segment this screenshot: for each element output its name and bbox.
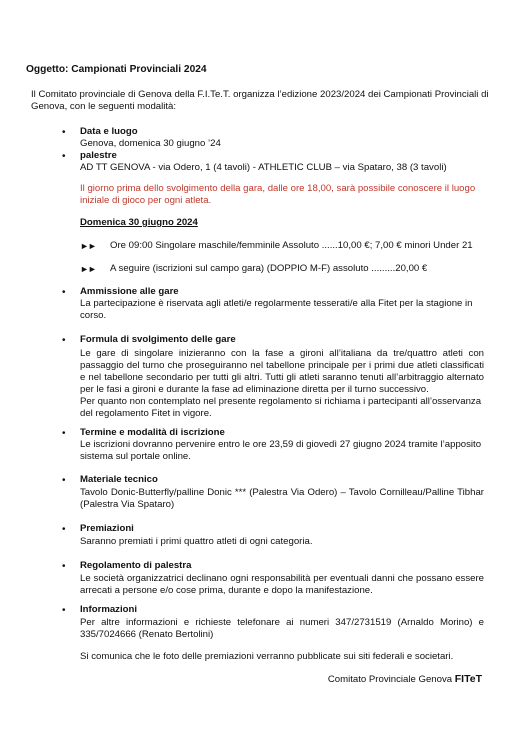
bullet-point: • bbox=[62, 524, 66, 535]
schedule-line-2: A seguire (iscrizioni sul campo gara) (DOPPIO M-F) assoluto .........20,00 € bbox=[110, 263, 428, 274]
intro-paragraph: Il Comitato provinciale di Genova della F.I.Te.T. organizza l’edizione 2023/2024 dei Campionati Provinciali di Genova, con le seguenti modalità: bbox=[31, 89, 489, 112]
section-text-termine: Le iscrizioni dovranno pervenire entro le ore 23,59 di giovedì 27 giugno 2024 tramite l’apposito sistema sul portale online. bbox=[80, 439, 482, 462]
section-text-informazioni: Per altre informazioni e richieste telefonare ai numeri 347/2731519 (Arnaldo Morino) e 335/7024666 (Renato Bertolini) bbox=[80, 617, 484, 640]
arrow-icon: ►► bbox=[80, 264, 96, 274]
day-heading: Domenica 30 giugno 2024 bbox=[80, 217, 198, 228]
section-title-regolamento: Regolamento di palestra bbox=[80, 560, 192, 571]
section-text-premiazioni: Saranno premiati i primi quattro atleti di ogni categoria. bbox=[80, 536, 313, 547]
bullet-point: • bbox=[62, 335, 66, 346]
section-text-ammissione: La partecipazione è riservata agli atleti/e regolarmente tesserati/e alla Fitet per la stagione in corso. bbox=[80, 298, 473, 321]
bullet-point: • bbox=[62, 428, 66, 439]
arrow-icon: ►► bbox=[80, 241, 96, 251]
section-title-materiale: Materiale tecnico bbox=[80, 474, 158, 485]
bullet-point: • bbox=[62, 127, 66, 138]
section-text-formula: Le gare di singolare inizieranno con la fase a gironi all’italiana da tre/quattro atleti con passaggio del turno che proseguiranno nel tabellone principale per i primi due atleti classificati e nel tabellone secondario per tutti gli altri. Tutti gli atleti saranno tenuti all’arbitraggio alternato per le fasi a gironi e durante la fase ad eliminazione diretta per il turno successivo. bbox=[80, 348, 484, 395]
schedule-line-1: Ore 09:00 Singolare maschile/femminile Assoluto ......10,00 €; 7,00 € minori Under 21 bbox=[110, 240, 473, 251]
subject-heading: Oggetto: Campionati Provinciali 2024 bbox=[26, 64, 207, 75]
section-title-formula: Formula di svolgimento delle gare bbox=[80, 334, 236, 345]
footer-signature bbox=[328, 673, 482, 685]
section-title-ammissione: Ammissione alle gare bbox=[80, 286, 179, 297]
footer-text: Comitato Provinciale Genova bbox=[327, 674, 453, 685]
section-title-premiazioni: Premiazioni bbox=[80, 523, 134, 534]
section-title-informazioni: Informazioni bbox=[80, 604, 138, 615]
section-text-regolamento: Le società organizzatrici declinano ogni responsabilità per eventuali danni che possano essere arrecati a persone e/o cose prima, durante e dopo la manifestazione. bbox=[80, 573, 484, 596]
section-title-data-luogo: Data e luogo bbox=[80, 126, 138, 137]
bullet-point: • bbox=[62, 151, 66, 162]
red-notice: Il giorno prima dello svolgimento della gara, dalle ore 18,00, sarà possibile conoscere il luogo iniziale di gioco per ogni atleta. bbox=[80, 183, 476, 206]
bullet-point: • bbox=[62, 287, 66, 298]
bullet-point: • bbox=[62, 475, 66, 486]
section-text-data-luogo: Genova, domenica 30 giugno ’24 bbox=[80, 138, 221, 149]
section-text-palestre: AD TT GENOVA - via Odero, 1 (4 tavoli) - ATHLETIC CLUB – via Spataro, 38 (3 tavoli) bbox=[80, 162, 447, 173]
section-text-formula-2: Per quanto non contemplato nel presente regolamento si richiama i partecipanti all’osservanza del regolamento Fitet in vigore. bbox=[80, 396, 482, 419]
bullet-point: • bbox=[62, 605, 66, 616]
photos-notice: Si comunica che le foto delle premiazioni verranno pubblicate sui siti federali e societari. bbox=[80, 651, 454, 662]
section-title-termine: Termine e modalità di iscrizione bbox=[80, 427, 225, 438]
footer-brand: FITeT bbox=[454, 673, 482, 685]
section-text-materiale: Tavolo Donic-Butterfly/palline Donic *** (Palestra Via Odero) – Tavolo Cornilleau/Palline Tibhar (Palestra Via Spataro) bbox=[80, 487, 484, 510]
section-title-palestre: palestre bbox=[80, 150, 117, 161]
bullet-point: • bbox=[62, 561, 66, 572]
